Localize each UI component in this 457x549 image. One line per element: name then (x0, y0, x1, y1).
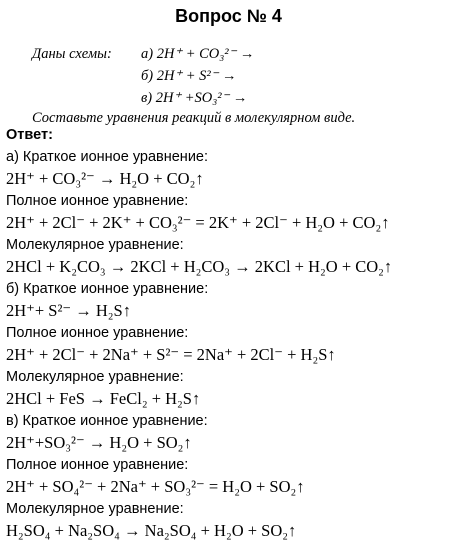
task-text: Составьте уравнения реакций в молекулярном виде. (32, 110, 356, 126)
part-a-molecular-label: Молекулярное уравнение: (6, 237, 184, 253)
part-c-short-equation: 2H⁺+SO₃²⁻ → H₂O + SO₂↑ (6, 433, 192, 452)
part-a-full-equation: 2H⁺ + 2Cl⁻ + 2K⁺ + CO₃²⁻ = 2K⁺ + 2Cl⁻ + H₂O + CO₂↑ (6, 213, 390, 232)
part-c-molecular-label: Молекулярное уравнение: (6, 501, 184, 517)
given-scheme-c: в) 2H⁺ +SO₃²⁻ → (141, 90, 248, 106)
part-c-short-label: в) Краткое ионное уравнение: (6, 413, 208, 429)
part-a-full-label: Полное ионное уравнение: (6, 193, 189, 209)
part-a-molecular-equation: 2HCl + K₂CO₃ → 2KCl + H₂CO₃ → 2KCl + H₂O + CO₂↑ (6, 257, 393, 276)
part-b-molecular-equation: 2HCl + FeS → FeCl₂ + H₂S↑ (6, 389, 201, 408)
part-b-molecular-label: Молекулярное уравнение: (6, 369, 184, 385)
answer-label: Ответ: (6, 127, 53, 143)
part-c-full-equation: 2H⁺ + SO₄²⁻ + 2Na⁺ + SO₃²⁻ = H₂O + SO₂↑ (6, 477, 305, 496)
part-c-full-label: Полное ионное уравнение: (6, 457, 189, 473)
part-b-short-equation: 2H⁺+ S²⁻ → H₂S↑ (6, 301, 131, 320)
part-b-full-label: Полное ионное уравнение: (6, 325, 189, 341)
given-scheme-a: а) 2H⁺ + CO₃²⁻ → (141, 46, 255, 62)
part-a-short-equation: 2H⁺ + CO₃²⁻ → H₂O + CO₂↑ (6, 169, 204, 188)
part-a-short-label: а) Краткое ионное уравнение: (6, 149, 209, 165)
page-title: Вопрос № 4 (175, 6, 282, 26)
given-scheme-b: б) 2H⁺ + S²⁻ → (141, 68, 237, 84)
part-b-full-equation: 2H⁺ + 2Cl⁻ + 2Na⁺ + S²⁻ = 2Na⁺ + 2Cl⁻ + H₂S↑ (6, 345, 336, 364)
part-c-molecular-equation: H₂SO₄ + Na₂SO₄ → Na₂SO₄ + H₂O + SO₂↑ (6, 521, 297, 540)
part-b-short-label: б) Краткое ионное уравнение: (6, 281, 209, 297)
given-label: Даны схемы: (32, 46, 112, 62)
